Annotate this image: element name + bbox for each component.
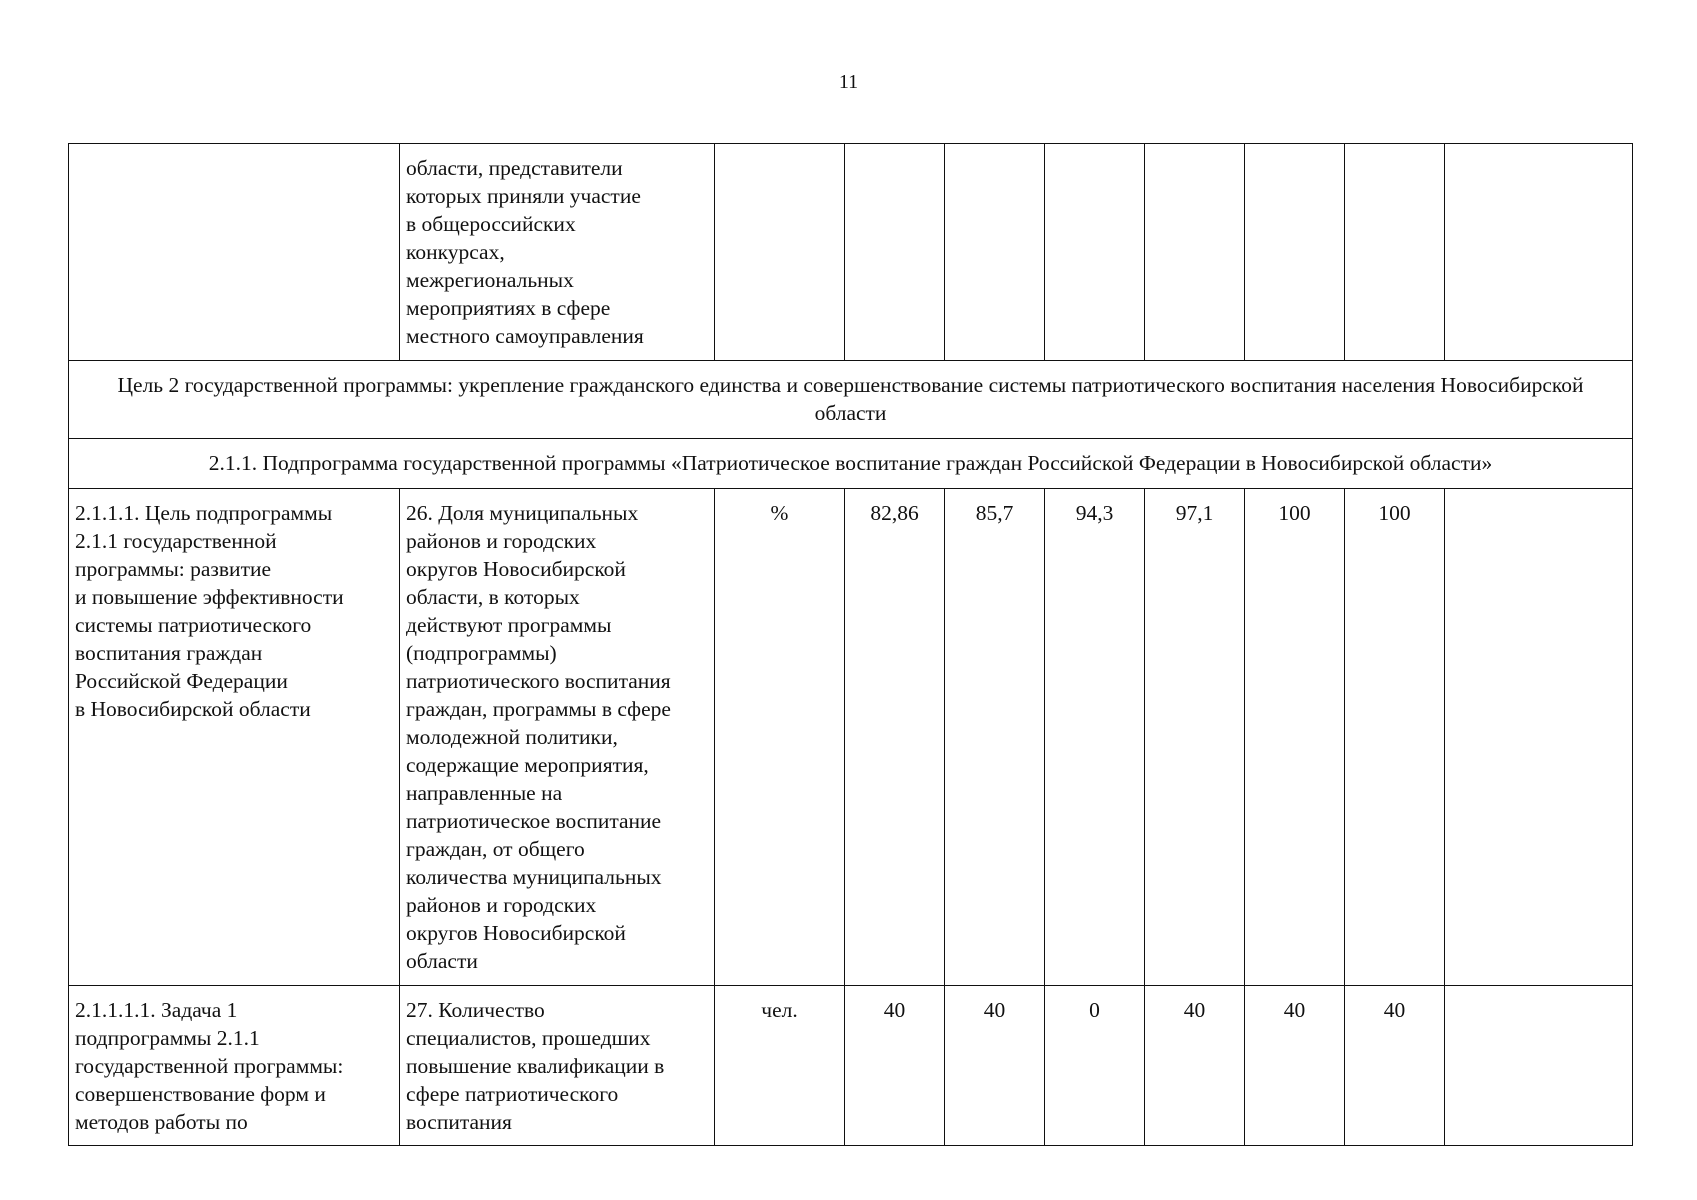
section-row: [69, 361, 1633, 439]
value-cell: 40: [1245, 986, 1345, 1146]
value-cell: [1345, 144, 1445, 361]
value-cell: [1245, 144, 1345, 361]
goal-cell: 2.1.1.1.1. Задача 1 подпрограммы 2.1.1 государственной программы: совершенствование форм и методов работы по: [69, 986, 400, 1146]
goal-cell: [69, 144, 400, 361]
value-cell: [1045, 144, 1145, 361]
note-cell: [1445, 144, 1633, 361]
value-cell: 100: [1345, 489, 1445, 986]
value-cell: 40: [1145, 986, 1245, 1146]
value-cell: 97,1: [1145, 489, 1245, 986]
page-number: 11: [838, 71, 859, 93]
value-cell: 85,7: [945, 489, 1045, 986]
table-row: [69, 144, 1633, 361]
value-cell: [845, 144, 945, 361]
unit-cell: [715, 144, 845, 361]
unit-cell: чел.: [715, 986, 845, 1146]
value-cell: 40: [845, 986, 945, 1146]
note-cell: [1445, 489, 1633, 986]
indicator-cell: 27. Количество специалистов, прошедших повышение квалификации в сфере патриотического воспитания: [400, 986, 715, 1146]
section-row: [69, 439, 1633, 489]
goal-cell: 2.1.1.1. Цель подпрограммы 2.1.1 государственной программы: развитие и повышение эффективности системы патриотического воспитания граждан Российской Федерации в Новосибирской области: [69, 489, 400, 986]
value-cell: 94,3: [1045, 489, 1145, 986]
value-cell: 40: [945, 986, 1045, 1146]
indicators-table: [68, 143, 1633, 1146]
unit-cell: %: [715, 489, 845, 986]
note-cell: [1445, 986, 1633, 1146]
value-cell: 100: [1245, 489, 1345, 986]
value-cell: 82,86: [845, 489, 945, 986]
value-cell: [945, 144, 1045, 361]
value-cell: [1145, 144, 1245, 361]
table-row: [69, 986, 1633, 1146]
value-cell: 40: [1345, 986, 1445, 1146]
indicator-cell: 26. Доля муниципальных районов и городских округов Новосибирской области, в которых действуют программы (подпрограммы) патриотического воспитания граждан, программы в сфере молодежной политики, содержащие мероприятия, направленные на патриотическое воспитание граждан, от общего количества муниципальных районов и городских округов Новосибирской области: [400, 489, 715, 986]
value-cell: 0: [1045, 986, 1145, 1146]
section-heading: 2.1.1. Подпрограмма государственной программы «Патриотическое воспитание граждан Российской Федерации в Новосибирской области»: [69, 439, 1633, 489]
indicator-cell: области, представители которых приняли участие в общероссийских конкурсах, межрегиональных мероприятиях в сфере местного самоуправления: [400, 144, 715, 361]
section-heading: Цель 2 государственной программы: укрепление гражданского единства и совершенствование системы патриотического воспитания населения Новосибирской области: [69, 361, 1633, 439]
table-row: [69, 489, 1633, 986]
